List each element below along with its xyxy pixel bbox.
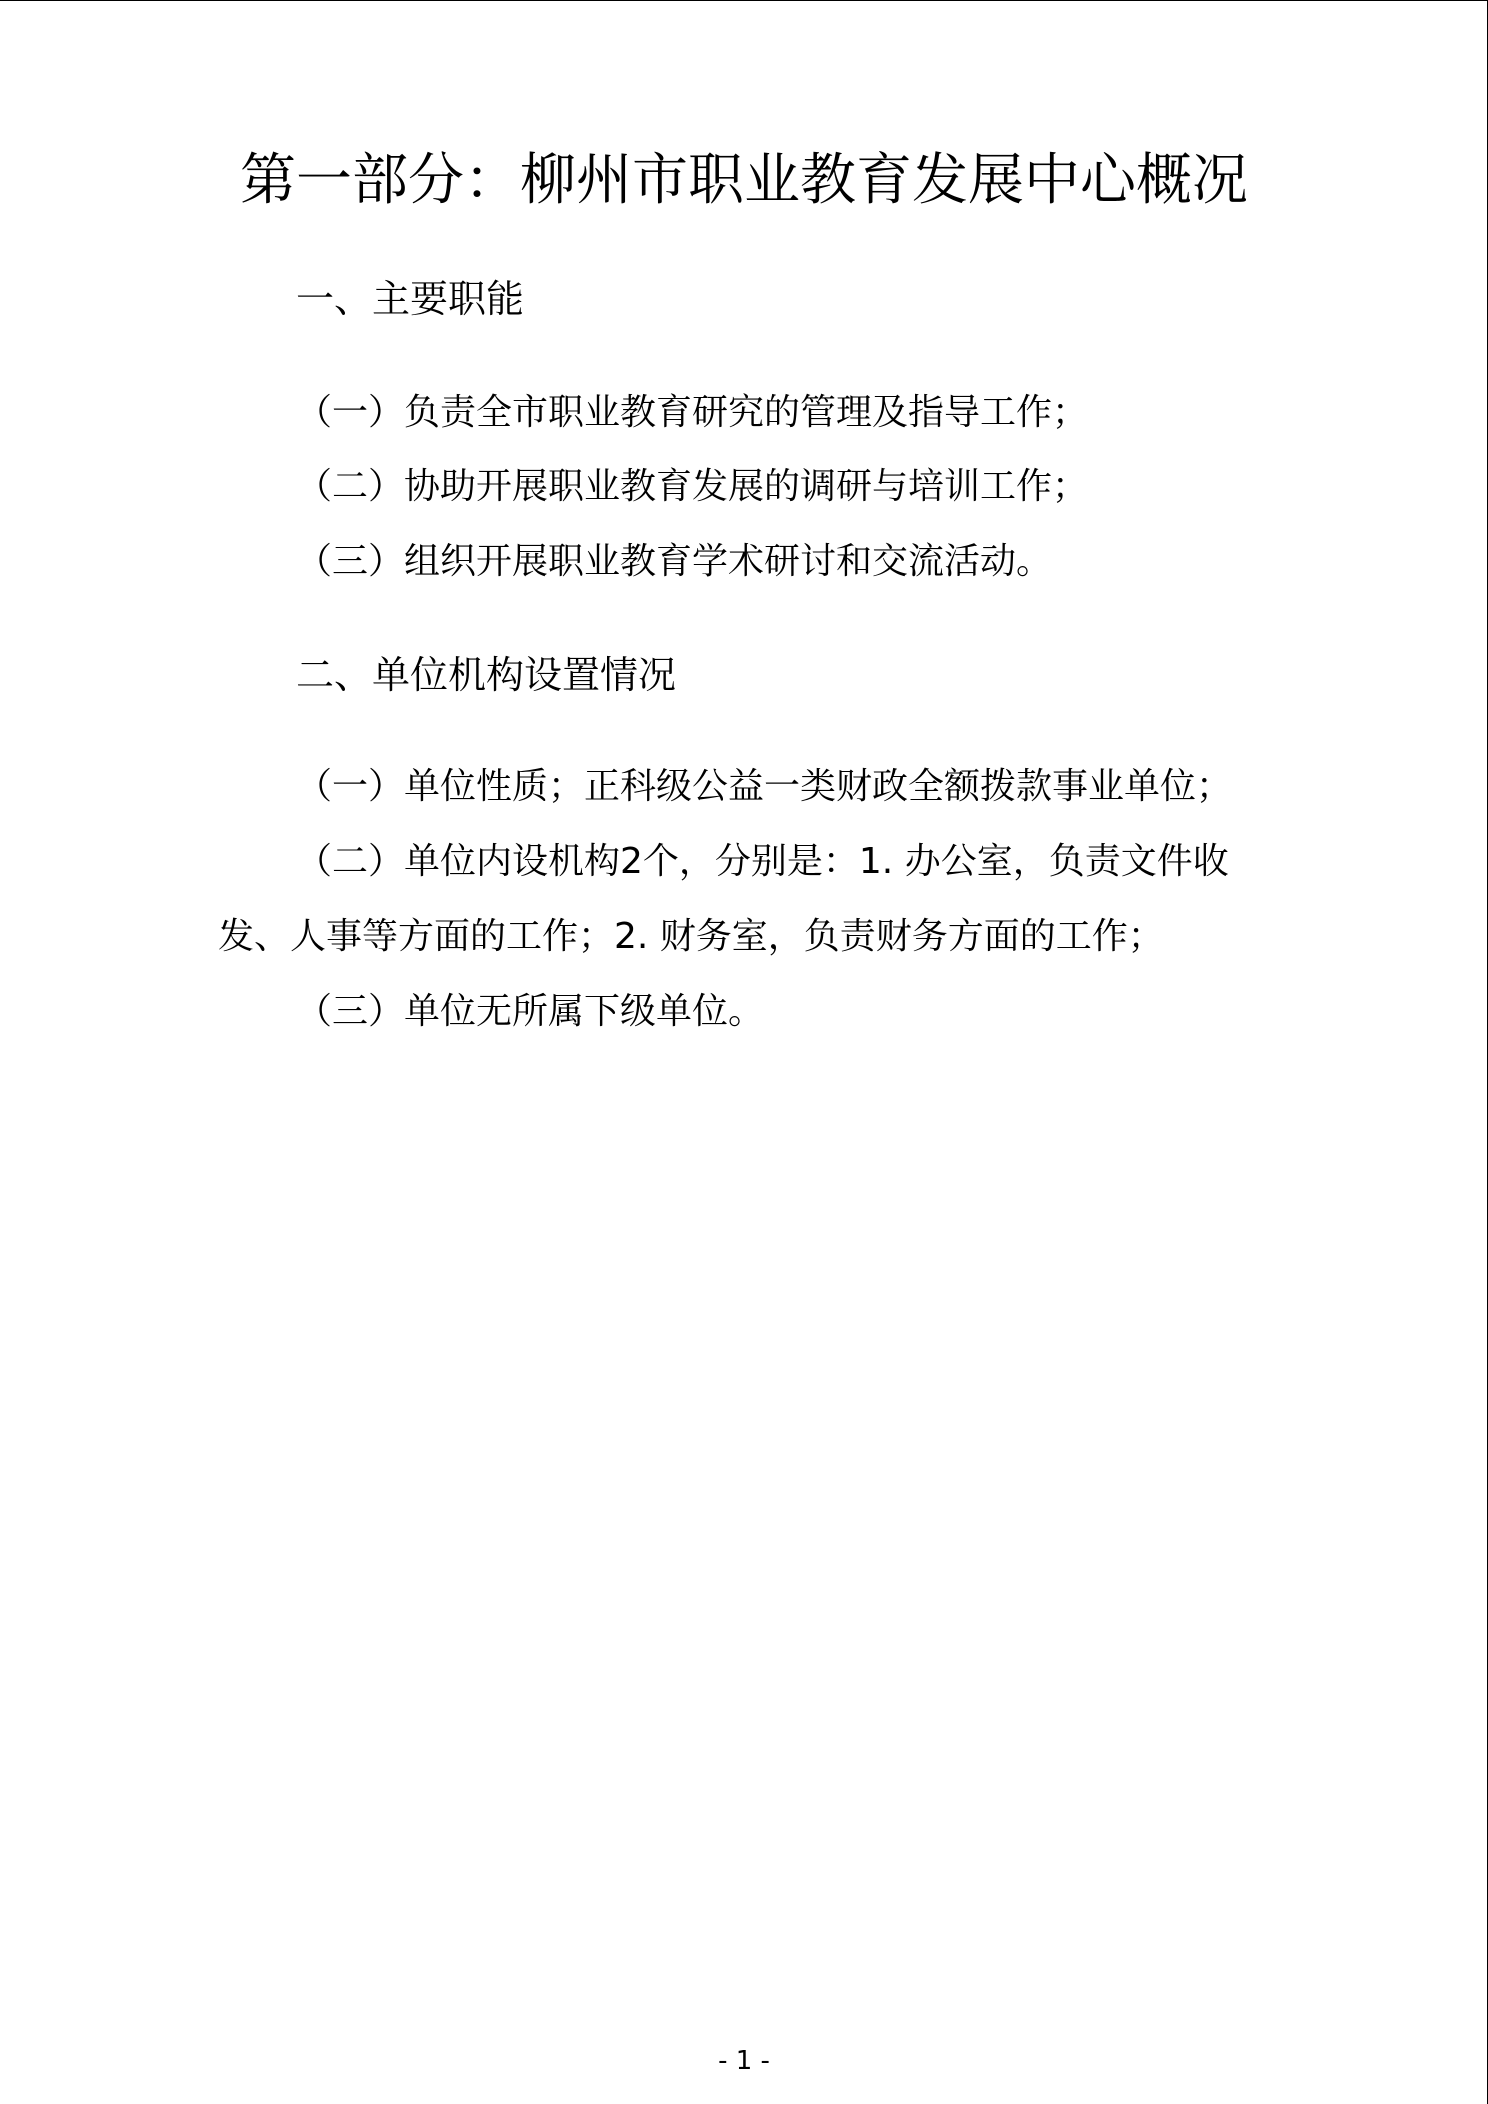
function-item-3: （三）组织开展职业教育学术研讨和交流活动。 bbox=[296, 541, 1053, 582]
section-heading-organization: 二、单位机构设置情况 bbox=[296, 653, 677, 697]
page-number: - 1 - bbox=[718, 2046, 770, 2076]
document-title: 第一部分：柳州市职业教育发展中心概况 bbox=[240, 148, 1248, 213]
organization-item-3: （三）单位无所属下级单位。 bbox=[296, 991, 765, 1032]
organization-item-2-line-2: 发、人事等方面的工作；2. 财务室，负责财务方面的工作； bbox=[218, 916, 1164, 957]
function-item-1: （一）负责全市职业教育研究的管理及指导工作； bbox=[296, 392, 1089, 433]
section-heading-main-functions: 一、主要职能 bbox=[296, 277, 525, 321]
organization-item-1: （一）单位性质；正科级公益一类财政全额拨款事业单位； bbox=[296, 766, 1233, 807]
organization-item-2-line-1: （二）单位内设机构2个，分别是：1. 办公室，负责文件收 bbox=[296, 841, 1229, 882]
function-item-2: （二）协助开展职业教育发展的调研与培训工作； bbox=[296, 466, 1089, 507]
